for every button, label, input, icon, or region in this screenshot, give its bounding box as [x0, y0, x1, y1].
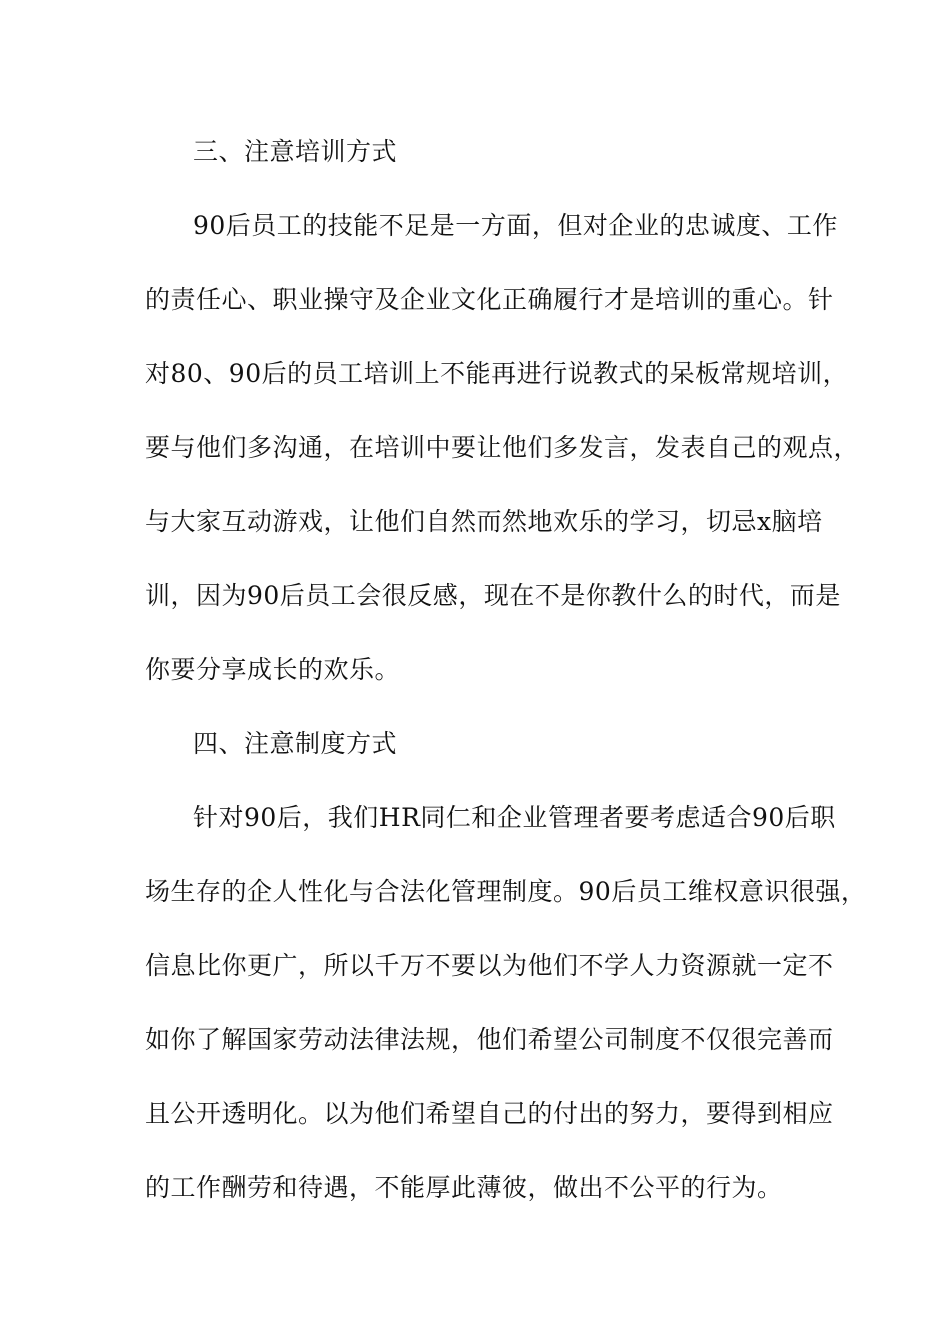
paragraph-line: 90后员工的技能不足是一方面，但对企业的忠诚度、工作 [193, 211, 838, 240]
section-heading: 三、注意培训方式 [193, 137, 398, 166]
paragraph-line: 场生存的企人性化与合法化管理制度。90后员工维权意识很强， [145, 877, 867, 906]
paragraph-line: 信息比你更广，所以千万不要以为他们不学人力资源就一定不 [145, 951, 834, 980]
paragraph-line: 对80、90后的员工培训上不能再进行说教式的呆板常规培训， [145, 359, 849, 388]
paragraph-line: 你要分享成长的欢乐。 [145, 655, 401, 684]
paragraph-line: 的工作酬劳和待遇，不能厚此薄彼，做出不公平的行为。 [145, 1173, 783, 1202]
paragraph-line: 要与他们多沟通，在培训中要让他们多发言，发表自己的观点， [145, 433, 860, 462]
section-heading: 四、注意制度方式 [193, 729, 398, 758]
paragraph-line: 训，因为90后员工会很反感，现在不是你教什么的时代，而是 [145, 581, 841, 610]
paragraph-line: 如你了解国家劳动法律法规，他们希望公司制度不仅很完善而 [145, 1025, 834, 1054]
paragraph-line: 与大家互动游戏，让他们自然而然地欢乐的学习，切忌x脑培 [145, 507, 823, 536]
paragraph-line: 针对90后，我们HR同仁和企业管理者要考虑适合90后职 [193, 803, 836, 832]
paragraph-line: 的责任心、职业操守及企业文化正确履行才是培训的重心。针 [145, 285, 834, 314]
paragraph-line: 且公开透明化。以为他们希望自己的付出的努力，要得到相应 [145, 1099, 834, 1128]
